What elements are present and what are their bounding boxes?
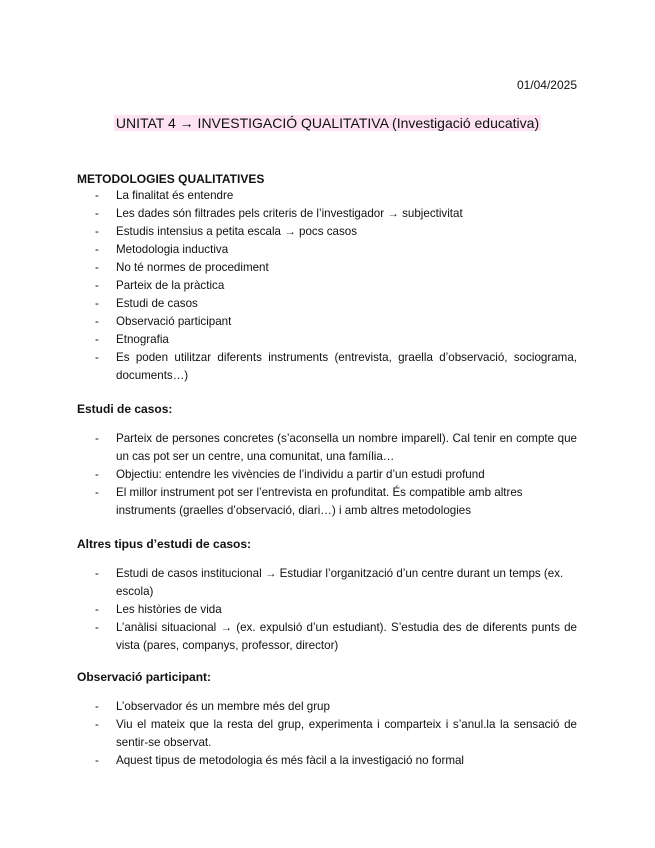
list-item: - La finalitat és entendre	[77, 187, 577, 205]
list-item: - Etnografia	[77, 331, 577, 349]
list-item: - Estudi de casos institucional → Estudiar l’organització d’un centre durant un temps (ex. escola)	[77, 565, 577, 601]
list-altres-tipus	[77, 565, 577, 655]
list-item: - Parteix de la pràctica	[77, 277, 577, 295]
section-heading-metodologies: METODOLOGIES QUALITATIVES	[77, 172, 265, 186]
list-item: - Les dades són filtrades pels criteris de l’investigador → subjectivitat	[77, 205, 577, 223]
list-item: - Estudi de casos	[77, 295, 577, 313]
list-item: - Viu el mateix que la resta del grup, experimenta i comparteix i s’anul.la la sensació de sentir-se observat.	[77, 716, 577, 752]
list-observacio	[77, 698, 577, 770]
section-heading-altres-tipus: Altres tipus d’estudi de casos:	[77, 537, 252, 551]
section-heading-estudi-casos: Estudi de casos:	[77, 402, 173, 416]
list-item: - Aquest tipus de metodologia és més fàcil a la investigació no formal	[77, 752, 577, 770]
list-item: - L’observador és un membre més del grup	[77, 698, 577, 716]
document-title	[0, 114, 655, 132]
list-item: - L’anàlisi situacional → (ex. expulsió d’un estudiant). S’estudia des de diferents punts de vista (pares, companys, professor, director)	[77, 619, 577, 655]
list-item: - Objectiu: entendre les vivències de l’individu a partir d’un estudi profund	[77, 466, 577, 484]
list-estudi-casos	[77, 430, 577, 520]
list-item: - Metodologia inductiva	[77, 241, 577, 259]
list-item: - Estudis intensius a petita escala → pocs casos	[77, 223, 577, 241]
document-date: 01/04/2025	[516, 78, 577, 92]
list-item: - No té normes de procediment	[77, 259, 577, 277]
list-item: - Observació participant	[77, 313, 577, 331]
section-heading-observacio: Observació participant:	[77, 670, 212, 684]
list-metodologies	[77, 187, 577, 385]
list-item: - Les històries de vida	[77, 601, 577, 619]
list-item: - El millor instrument pot ser l’entrevista en profunditat. És compatible amb altres instruments (graelles d’observació, diari…) i amb altres metodologies	[77, 484, 577, 520]
title-highlight: UNITAT 4 → INVESTIGACIÓ QUALITATIVA (Investigació educativa)	[115, 115, 540, 131]
list-item: - Es poden utilitzar diferents instruments (entrevista, graella d’observació, sociograma, documents…)	[77, 349, 577, 385]
list-item: - Parteix de persones concretes (s’aconsella un nombre imparell). Cal tenir en compte que un cas pot ser un centre, una comunitat, una família…	[77, 430, 577, 466]
